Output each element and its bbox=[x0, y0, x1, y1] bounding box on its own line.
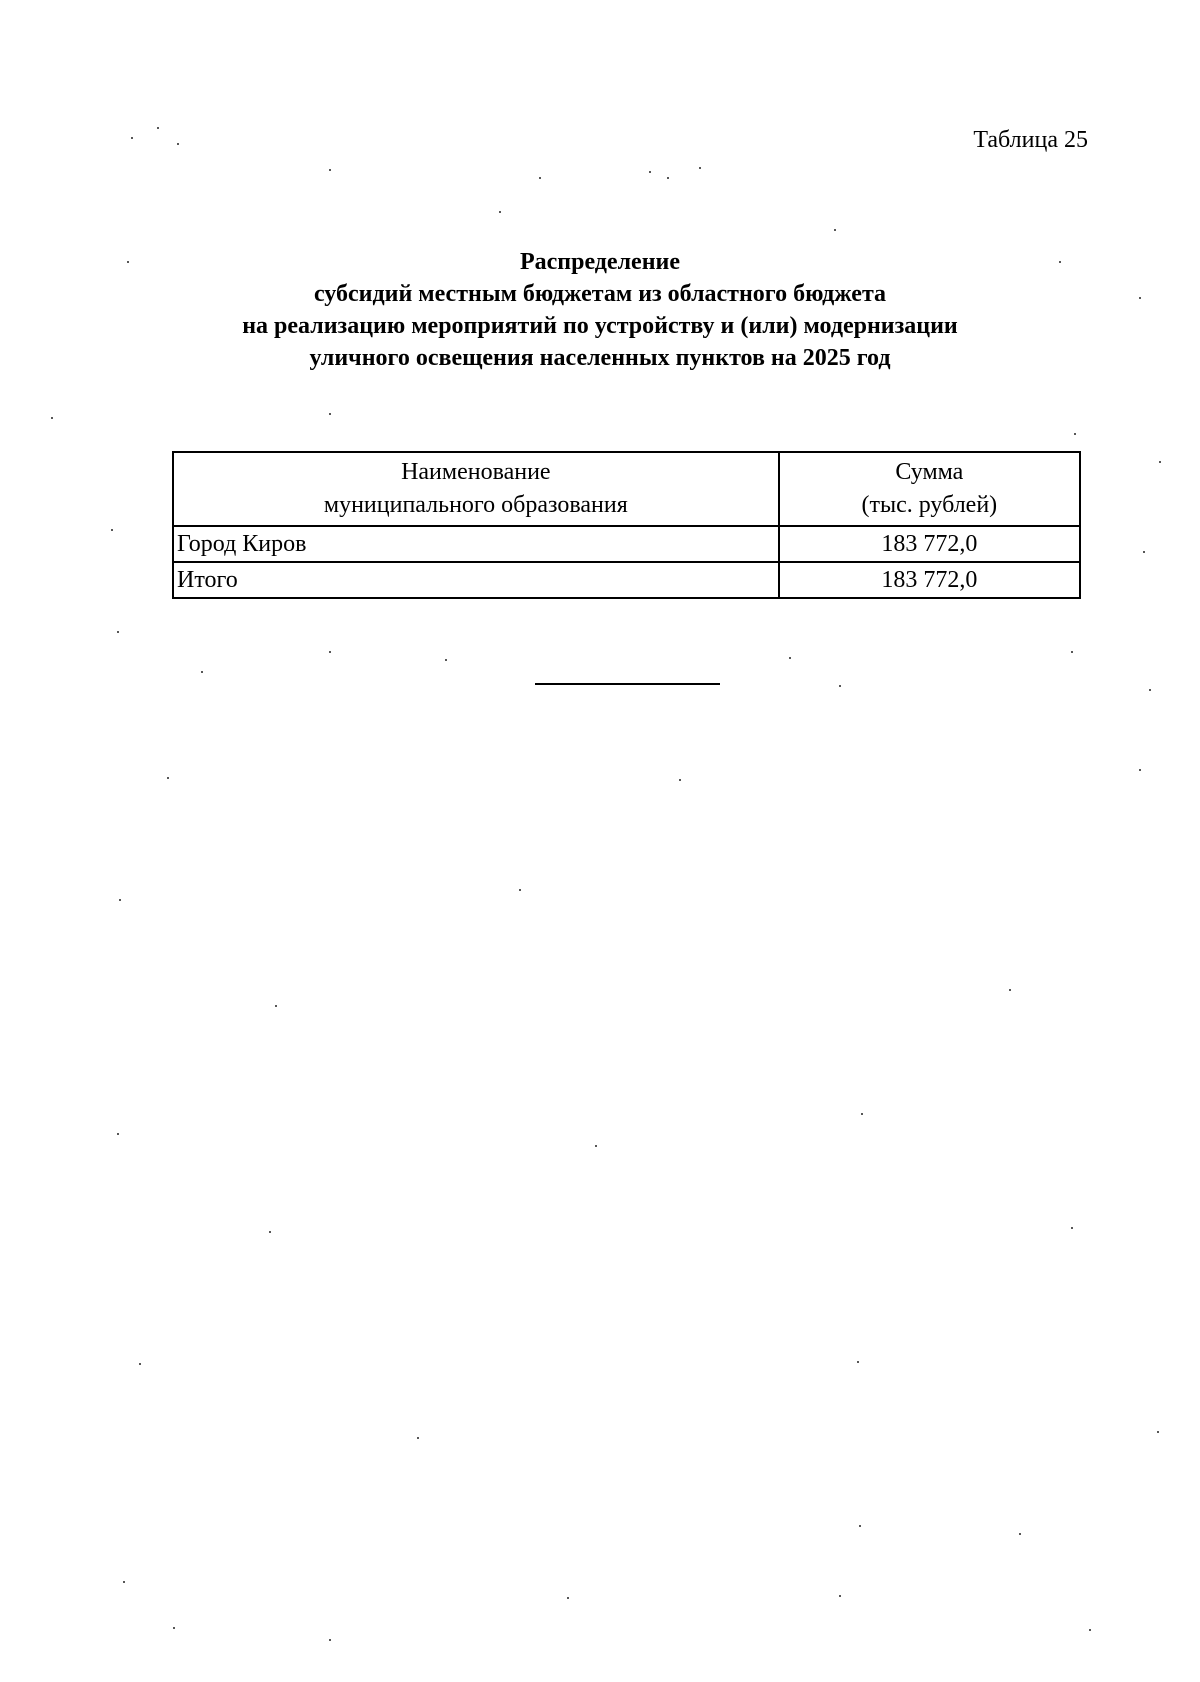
total-sum-cell: 183 772,0 bbox=[779, 562, 1080, 598]
title-line: Распределение bbox=[519, 249, 681, 275]
end-separator-line bbox=[535, 683, 720, 685]
header-sum bbox=[779, 452, 1080, 526]
total-row bbox=[173, 562, 1080, 598]
total-label-cell: Итого bbox=[173, 562, 779, 598]
subsidy-table bbox=[172, 451, 1081, 599]
header-municipality bbox=[173, 452, 779, 526]
title-line: субсидий местным бюджетам из областного бюджета bbox=[313, 281, 887, 307]
municipality-cell: Город Киров bbox=[173, 526, 779, 562]
sum-cell: 183 772,0 bbox=[779, 526, 1080, 562]
header-line: муниципального образования bbox=[323, 492, 628, 518]
title-line: на реализацию мероприятий по устройству и (или) модернизации bbox=[242, 313, 958, 339]
header-line: (тыс. рублей) bbox=[861, 492, 998, 518]
header-line: Наименование bbox=[401, 459, 551, 485]
table-row bbox=[173, 526, 1080, 562]
header-line: Сумма bbox=[895, 459, 964, 485]
table-header-row bbox=[173, 452, 1080, 526]
table-number: Таблица 25 bbox=[973, 127, 1088, 153]
title-line: уличного освещения населенных пунктов на 2025 год bbox=[309, 345, 891, 371]
document-title bbox=[0, 246, 1200, 374]
